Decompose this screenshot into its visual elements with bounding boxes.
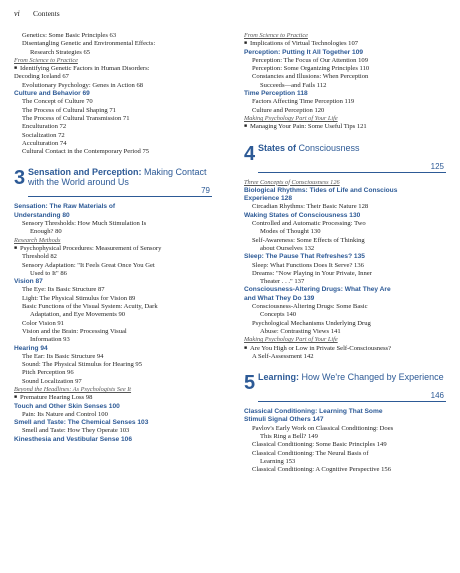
chapter-title [258, 372, 446, 382]
toc-subentry: Pain: Its Nature and Control 100 [22, 410, 108, 418]
toc-section-heading: Experience 128 [244, 195, 293, 203]
toc-subentry: Sleep: What Functions Does It Serve? 136 [252, 261, 364, 269]
chapter-heading [14, 165, 212, 199]
toc-section-heading: and What They Do 139 [244, 294, 315, 302]
toc-subentry: Constancies and Illusions: When Perception [252, 73, 369, 81]
toc-subentry-continued: This Ring a Bell? 149 [260, 432, 318, 440]
toc-subentry-continued: Enough? 80 [30, 228, 62, 236]
chapter-title-sub: Making Contact with the World around Us [28, 167, 207, 188]
toc-section-heading: Stimuli Signal Others 147 [244, 416, 324, 424]
toc-feature-entry: ■ Implications of Virtual Technologies 107 [244, 40, 446, 48]
toc-subentry: Classical Conditioning: A Cognitive Perspective 156 [252, 466, 392, 474]
toc-subentry-continued: about Ourselves 132 [260, 244, 315, 252]
chapter-title-sub: How We're Changed by Experience [299, 372, 444, 383]
chapter-number: 4 [244, 142, 256, 165]
toc-subentry: A Self-Assessment 142 [252, 352, 314, 360]
toc-left-column [14, 32, 212, 444]
toc-section-heading: Classical Conditioning: Learning That Some [244, 408, 383, 416]
chapter-rule [28, 196, 212, 197]
chapter-title-sub: Consciousness [296, 142, 360, 153]
toc-subentry-continued: Research Strategies 65 [30, 48, 91, 56]
toc-subentry-continued: Modes of Thought 130 [260, 228, 321, 236]
toc-feature-entry: ■ Managing Your Pain: Some Useful Tips 121 [244, 123, 446, 131]
toc-feature-label: Making Psychology Part of Your Life [244, 114, 338, 122]
toc-section-heading: Touch and Other Skin Senses 100 [14, 402, 120, 410]
toc-feature-label: From Science to Practice [244, 32, 308, 39]
toc-subentry: The Concept of Culture 70 [22, 98, 93, 106]
toc-subentry: Sensory Thresholds: How Much Stimulation Is [22, 220, 147, 228]
toc-subentry: Consciousness-Altering Drugs: Some Basic [252, 303, 368, 311]
toc-subentry: The Eye: Its Basic Structure 87 [22, 286, 105, 294]
toc-subentry: Classical Conditioning: The Neural Basis of [252, 449, 369, 457]
toc-section-heading: Waking States of Consciousness 130 [244, 211, 361, 219]
toc-section-heading: Hearing 94 [14, 344, 48, 352]
toc-section-heading: Smell and Taste: The Chemical Senses 103 [14, 419, 149, 427]
chapter-rule [258, 172, 446, 173]
toc-subentry: Factors Affecting Time Perception 119 [252, 98, 355, 106]
toc-subentry: Vision and the Brain: Processing Visual [22, 327, 127, 335]
toc-feature-entry: ■ Identifying Genetic Factors in Human Disorders: [14, 65, 212, 73]
toc-subentry: Perception: The Focus of Our Attention 109 [252, 56, 368, 64]
toc-subentry-continued: Succeeds—and Fails 112 [260, 81, 327, 89]
toc-section-heading: Sleep: The Pause That Refreshes? 135 [244, 253, 365, 261]
toc-section-heading: Consciousness-Altering Drugs: What They Are [244, 286, 391, 294]
toc-subentry: Controlled and Automatic Processing: Two [252, 220, 366, 228]
toc-subentry: Threshold 82 [22, 253, 57, 261]
toc-section-heading: Perception: Putting It All Together 109 [244, 48, 364, 56]
chapter-title [28, 167, 212, 187]
chapter-page-number: 79 [201, 186, 210, 196]
chapter-heading [244, 370, 446, 404]
toc-subentry: Pavlov's Early Work on Classical Conditioning: Does [252, 424, 394, 432]
toc-subentry: Disentangling Genetic and Environmental Effects: [22, 40, 156, 48]
toc-subentry: Cultural Contact in the Contemporary Period 75 [22, 148, 150, 156]
toc-subentry: Culture and Perception 120 [252, 106, 325, 114]
toc-subentry: Acculturation 74 [22, 139, 67, 147]
toc-section-heading: Understanding 80 [14, 211, 70, 219]
toc-subentry: The Process of Cultural Shaping 71 [22, 106, 116, 114]
chapter-number: 3 [14, 167, 26, 190]
chapter-page-number: 146 [430, 391, 444, 401]
toc-feature-label: Research Methods [14, 236, 61, 244]
toc-subentry-continued: Concepts 140 [260, 311, 297, 319]
toc-subentry-continued: Abuse: Contrasting Views 141 [260, 327, 341, 335]
toc-feature-label: Beyond the Headlines: As Psychologists See It [14, 385, 132, 393]
toc-subentry: Self-Awareness: Some Effects of Thinking [252, 236, 365, 244]
toc-subentry: Basic Functions of the Visual System: Acuity, Dark [22, 303, 158, 311]
toc-subentry: Socialization 72 [22, 131, 65, 139]
toc-entry: Decoding Iceland 67 [14, 73, 69, 81]
toc-subentry-continued: Adaptation, and Eye Movements 90 [30, 311, 126, 319]
toc-subentry: Light: The Physical Stimulus for Vision 89 [22, 294, 136, 302]
toc-section-heading: Time Perception 118 [244, 90, 308, 98]
toc-subentry-continued: Used to It" 86 [30, 269, 67, 277]
toc-subentry: The Ear: Its Basic Structure 94 [22, 352, 104, 360]
toc-subentry-continued: Theater . . ." 137 [260, 278, 305, 286]
toc-subentry: Evolutionary Psychology: Genes in Action 68 [22, 81, 144, 89]
chapter-heading [244, 141, 446, 175]
toc-subentry: Dreams: "Now Playing in Your Private, Inner [252, 269, 372, 277]
chapter-title-main: Learning: [258, 372, 300, 383]
toc-section-heading: Kinesthesia and Vestibular Sense 106 [14, 435, 133, 443]
toc-right-column [244, 32, 446, 474]
toc-subentry: Sound Localization 97 [22, 377, 82, 385]
toc-subentry: Perception: Some Organizing Principles 110 [252, 65, 370, 73]
toc-feature-label: Three Concepts of Consciousness 126 [244, 178, 340, 186]
toc-subentry: The Process of Cultural Transmission 71 [22, 114, 130, 122]
toc-subentry: Color Vision 91 [22, 319, 64, 327]
running-head: Contents [33, 9, 60, 18]
toc-section-heading: Vision 87 [14, 278, 43, 286]
toc-subentry: Psychological Mechanisms Underlying Drug [252, 319, 371, 327]
page-number: vi [14, 9, 20, 18]
toc-subentry: Sensory Adaptation: "It Feels Great Once You Get [22, 261, 155, 269]
chapter-page-number: 125 [430, 161, 444, 171]
toc-feature-entry: ■ Are You High or Low in Private Self-Consciousness? [244, 345, 446, 353]
chapter-number: 5 [244, 372, 256, 395]
toc-subentry: Circadian Rhythms: Their Basic Nature 128 [252, 203, 369, 211]
toc-subentry: Enculturation 72 [22, 123, 67, 131]
toc-subentry-continued: Information 93 [30, 336, 70, 344]
toc-feature-entry: ■ Premature Hearing Loss 98 [14, 394, 212, 402]
toc-subentry: Sound: The Physical Stimulus for Hearing 95 [22, 361, 143, 369]
toc-subentry-continued: Learning 153 [260, 457, 296, 465]
toc-subentry: Genetics: Some Basic Principles 63 [22, 32, 117, 39]
chapter-title [258, 143, 446, 153]
chapter-title-main: Sensation and Perception: [28, 167, 142, 178]
toc-subentry: Pitch Perception 96 [22, 369, 74, 377]
toc-feature-label: From Science to Practice [14, 56, 78, 64]
toc-feature-entry: ■ Psychophysical Procedures: Measurement of Sensory [14, 245, 212, 253]
chapter-rule [258, 401, 446, 402]
chapter-title-main: States of [258, 142, 297, 153]
toc-section-heading: Biological Rhythms: Tides of Life and Conscious [244, 186, 398, 194]
toc-subentry: Smell and Taste: How They Operate 103 [22, 427, 130, 435]
toc-subentry: Classical Conditioning: Some Basic Principles 149 [252, 441, 387, 449]
page-header [0, 0, 460, 28]
toc-feature-label: Making Psychology Part of Your Life [244, 336, 338, 344]
toc-section-heading: Sensation: The Raw Materials of [14, 203, 116, 211]
toc-section-heading: Culture and Behavior 69 [14, 90, 90, 98]
